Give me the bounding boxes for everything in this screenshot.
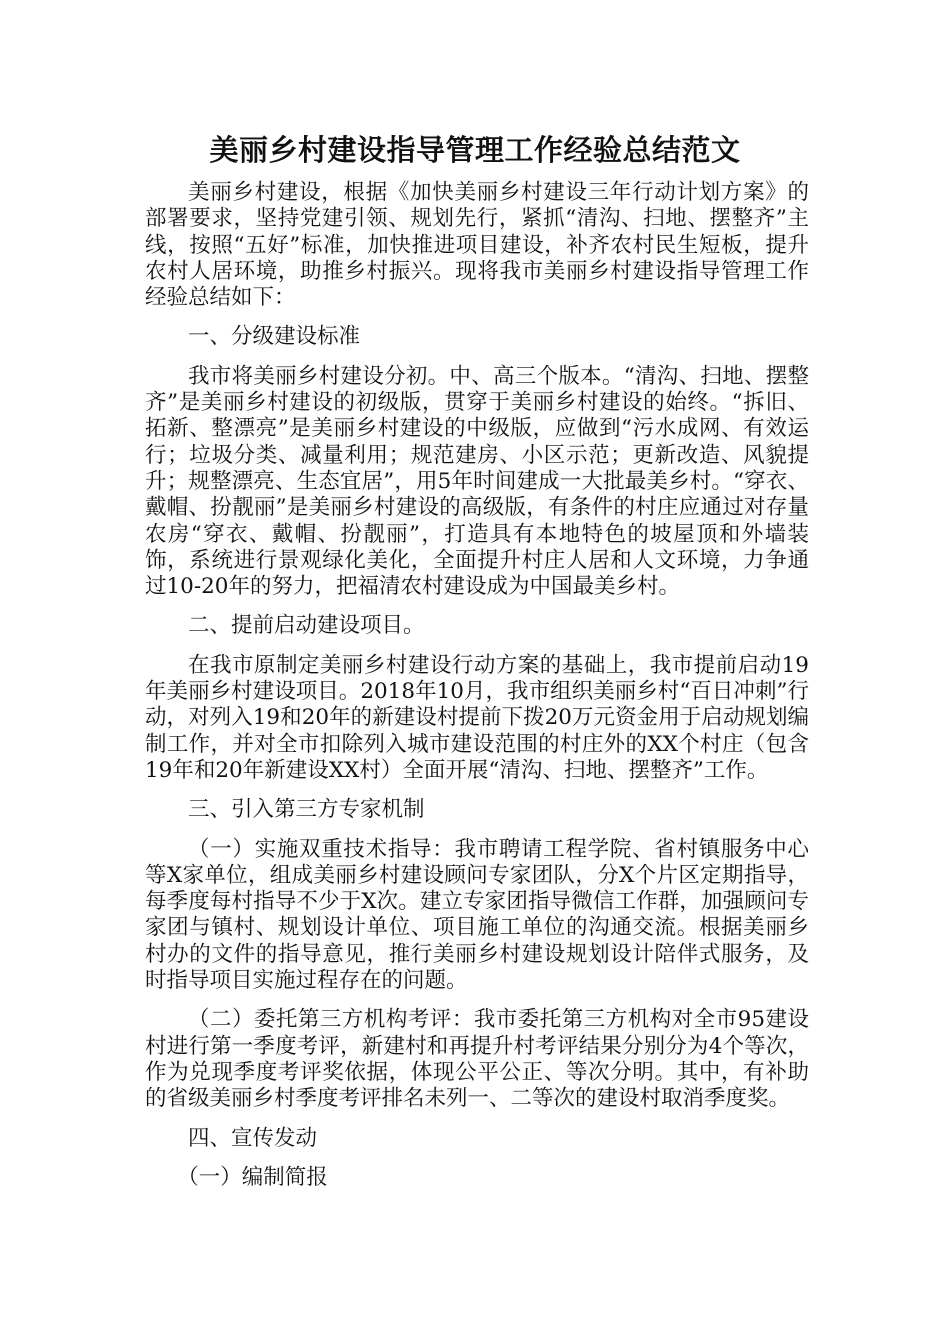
section-heading-grading-standards: 一、分级建设标准 [188,324,361,350]
section-heading-third-party-experts: 三、引入第三方专家机制 [188,797,425,823]
section-item-third-party-evaluation: （二）委托第三方机构考评：我市委托第三方机构对全市95建设村进行第一季度考评，新建村和再提升村考评结果分别分为4个等次，作为兑现季度考评奖依据，体现公平公正、等次分明。其中，有补助的省级美丽乡村季度考评排名未列一、二等次的建设村取消季度奖。 [145,1007,809,1112]
section-paragraph-grading-standards: 我市将美丽乡村建设分初。中、高三个版本。“清沟、扫地、摆整齐”是美丽乡村建设的初级版，贯穿于美丽乡村建设的始终。“拆旧、拓新、整漂亮”是美丽乡村建设的中级版，应做到“污水成网、有效运行；垃圾分类、减量利用；规范建房、小区示范；更新改造、风貌提升；规整漂亮、生态宜居”，用5年时间建成一大批最美乡村。“穿衣、戴帽、扮靓丽”是美丽乡村建设的高级版，有条件的村庄应通过对存量农房“穿衣、戴帽、扮靓丽”，打造具有本地特色的坡屋顶和外墙装饰，系统进行景观绿化美化，全面提升村庄人居和人文环境，力争通过10-20年的努力，把福清农村建设成为中国最美乡村。 [145,363,809,600]
section-heading-early-start: 二、提前启动建设项目。 [188,613,425,639]
section-paragraph-early-start: 在我市原制定美丽乡村建设行动方案的基础上，我市提前启动19年美丽乡村建设项目。2018年10月，我市组织美丽乡村“百日冲刺”行动，对列入19和20年的新建设村提前下拨20万元资金用于启动规划编制工作，并对全市扣除列入城市建设范围的村庄外的XX个村庄（包含19年和20年新建设XX村）全面开展“清沟、扫地、摆整齐”工作。 [145,652,809,783]
document-body [145,180,809,1191]
section-item-dual-technical-guidance: （一）实施双重技术指导：我市聘请工程学院、省村镇服务中心等X家单位，组成美丽乡村建设顾问专家团队，分X个片区定期指导，每季度每村指导不少于X次。建立专家团指导微信工作群，加强顾问专家团与镇村、规划设计单位、项目施工单位的沟通交流。根据美丽乡村办的文件的指导意见，推行美丽乡村建设规划设计陪伴式服务，及时指导项目实施过程存在的问题。 [145,836,809,994]
section-heading-publicity: 四、宣传发动 [188,1125,318,1151]
subsection-heading-briefings: （一）编制简报 [177,1164,328,1190]
intro-paragraph: 美丽乡村建设，根据《加快美丽乡村建设三年行动计划方案》的部署要求，坚持党建引领、规划先行，紧抓“清沟、扫地、摆整齐”主线，按照“五好”标准，加快推进项目建设，补齐农村民生短板，提升农村人居环境，助推乡村振兴。现将我市美丽乡村建设指导管理工作经验总结如下： [145,180,809,311]
document-title: 美丽乡村建设指导管理工作经验总结范文 [209,133,741,167]
